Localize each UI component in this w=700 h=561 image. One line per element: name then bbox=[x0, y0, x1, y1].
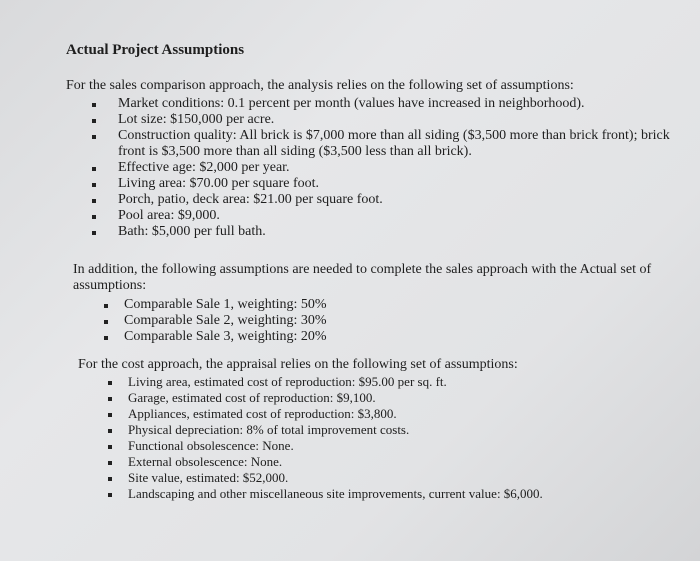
bullet-icon bbox=[92, 119, 96, 123]
list-item: Comparable Sale 1, weighting: 50% bbox=[124, 297, 664, 313]
list-item: Porch, patio, deck area: $21.00 per square foot. bbox=[118, 192, 678, 208]
list-item: Comparable Sale 2, weighting: 30% bbox=[124, 313, 664, 329]
bullet-icon bbox=[92, 167, 96, 171]
bullet-icon bbox=[108, 429, 112, 433]
list-item: Landscaping and other miscellaneous site improvements, current value: $6,000. bbox=[128, 486, 668, 502]
list-item: Living area, estimated cost of reproduction: $95.00 per sq. ft. bbox=[128, 374, 668, 390]
bullet-icon bbox=[108, 445, 112, 449]
bullet-icon bbox=[92, 183, 96, 187]
bullet-icon bbox=[108, 413, 112, 417]
sales-approach-intro: For the sales comparison approach, the analysis relies on the following set of assumptions: bbox=[66, 78, 574, 93]
cost-approach-intro: For the cost approach, the appraisal relies on the following set of assumptions: bbox=[78, 357, 518, 372]
list-item: Physical depreciation: 8% of total improvement costs. bbox=[128, 422, 668, 438]
bullet-icon bbox=[92, 199, 96, 203]
bullet-icon bbox=[92, 215, 96, 219]
weighting-list bbox=[124, 297, 664, 345]
bullet-icon bbox=[108, 397, 112, 401]
bullet-icon bbox=[108, 381, 112, 385]
bullet-icon bbox=[104, 336, 108, 340]
bullet-icon bbox=[92, 103, 96, 107]
list-item: External obsolescence: None. bbox=[128, 454, 668, 470]
list-item: Market conditions: 0.1 percent per month (values have increased in neighborhood). bbox=[118, 96, 678, 112]
list-item: Comparable Sale 3, weighting: 20% bbox=[124, 329, 664, 345]
list-item: Living area: $70.00 per square foot. bbox=[118, 176, 678, 192]
weighting-intro: In addition, the following assumptions are needed to complete the sales approach with the Actual set of assumptions: bbox=[73, 262, 652, 293]
bullet-icon bbox=[104, 320, 108, 324]
list-item: Functional obsolescence: None. bbox=[128, 438, 668, 454]
list-item: Lot size: $150,000 per acre. bbox=[118, 112, 678, 128]
list-item: Effective age: $2,000 per year. bbox=[118, 160, 678, 176]
bullet-icon bbox=[92, 231, 96, 235]
bullet-icon bbox=[104, 304, 108, 308]
cost-assumptions-list bbox=[128, 374, 668, 502]
bullet-icon bbox=[108, 493, 112, 497]
bullet-icon bbox=[92, 135, 96, 139]
sales-assumptions-list bbox=[118, 96, 678, 240]
list-item: Construction quality: All brick is $7,000 more than all siding ($3,500 more than brick front); brick front is $3,500 more than all siding ($3,500 less than all brick). bbox=[118, 128, 678, 160]
list-item: Bath: $5,000 per full bath. bbox=[118, 224, 678, 240]
bullet-icon bbox=[108, 477, 112, 481]
list-item: Appliances, estimated cost of reproduction: $3,800. bbox=[128, 406, 668, 422]
bullet-icon bbox=[108, 461, 112, 465]
list-item: Garage, estimated cost of reproduction: $9,100. bbox=[128, 390, 668, 406]
page-title: Actual Project Assumptions bbox=[66, 42, 245, 58]
list-item: Pool area: $9,000. bbox=[118, 208, 678, 224]
list-item: Site value, estimated: $52,000. bbox=[128, 470, 668, 486]
